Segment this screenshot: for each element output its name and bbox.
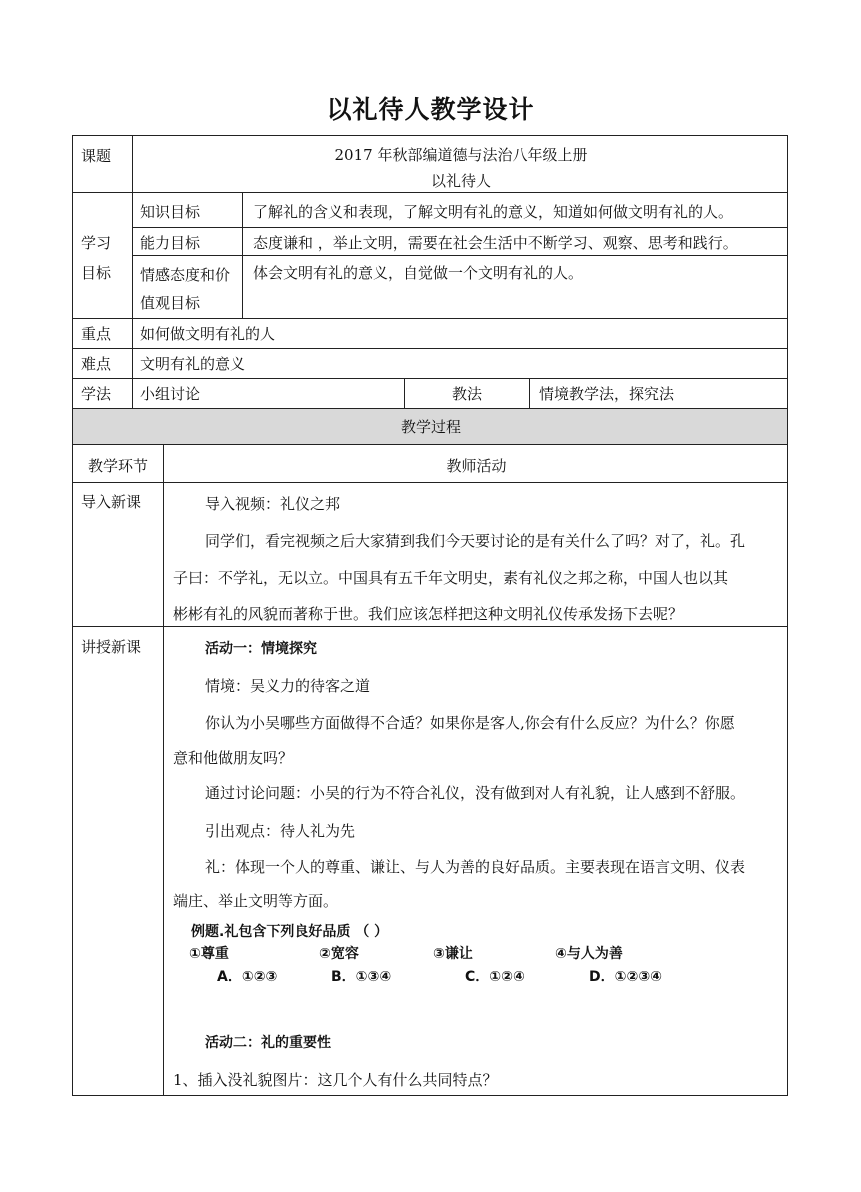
row-divider	[73, 626, 787, 627]
daoru-line: 导入视频：礼仪之邦	[205, 495, 341, 513]
example-question: 例题.礼包含下列良好品质 （ ）	[191, 924, 389, 940]
goal-content-emotion: 体会文明有礼的意义，自觉做一个文明有礼的人。	[253, 264, 584, 282]
jiangshou-line: 通过讨论问题：小吴的行为不符合礼仪，没有做到对人有礼貌，让人感到不舒服。	[205, 784, 746, 802]
jiangshou-line: 引出观点：待人礼为先	[205, 822, 356, 840]
example-item: ④与人为善	[555, 946, 623, 962]
jiaofa-value: 情境教学法，探究法	[539, 385, 675, 403]
example-option: C．①②④	[465, 969, 525, 985]
keti-line2: 以礼待人	[430, 172, 491, 190]
label-mubiao: 目标	[81, 264, 112, 282]
label-xuefa: 学法	[81, 385, 112, 403]
example-item: ②宽容	[319, 946, 359, 962]
daoru-line: 子曰：不学礼，无以立。中国具有五千年文明史，素有礼仪之邦之称，中国人也以其	[173, 569, 729, 587]
example-option: B．①③④	[331, 969, 392, 985]
example-option: D．①②③④	[589, 969, 663, 985]
row-divider	[73, 482, 787, 483]
column-divider	[529, 378, 530, 408]
column-divider	[242, 192, 243, 318]
label-huodong: 教师活动	[446, 457, 507, 475]
goal-name-ability: 能力目标	[140, 234, 201, 252]
daoru-line: 彬彬有礼的风貌而著称于世。我们应该怎样把这种文明礼仪传承发扬下去呢？	[173, 605, 684, 623]
row-divider	[73, 192, 787, 193]
stage-jiangshou: 讲授新课	[81, 638, 142, 656]
nandian-value: 文明有礼的意义	[140, 355, 246, 373]
jiangshou-line: 你认为小吴哪些方面做得不合适？如果你是客人,你会有什么反应？为什么？你愿	[205, 714, 735, 732]
goal-content-ability: 态度谦和 ，举止文明，需要在社会生活中不断学习、观察、思考和践行。	[253, 234, 738, 252]
label-nandian: 难点	[81, 355, 112, 373]
document-title: 以礼待人教学设计	[326, 95, 535, 124]
label-jiaofa: 教法	[451, 385, 482, 403]
label-keti: 课题	[81, 147, 112, 165]
goal-name-knowledge: 知识目标	[140, 203, 201, 221]
label-huanjie: 教学环节	[87, 457, 148, 475]
stage-daoru: 导入新课	[81, 493, 142, 511]
row-divider	[73, 318, 787, 319]
daoru-line: 同学们，看完视频之后大家猜到我们今天要讨论的是有关什么了吗？对了，礼。孔	[205, 532, 746, 550]
jiangshou-line: 情境：吴义力的待客之道	[205, 677, 371, 695]
xuefa-value: 小组讨论	[140, 385, 201, 403]
label-xuexi: 学习	[81, 234, 112, 252]
row-divider	[73, 348, 787, 349]
label-zhongdian: 重点	[81, 325, 112, 343]
zhongdian-value: 如何做文明有礼的人	[140, 325, 276, 343]
activity-one-heading: 活动一：情境探究	[205, 641, 317, 657]
keti-line1: 2017 年秋部编道德与法治八年级上册	[334, 146, 588, 164]
goal-name-emotion-line2: 值观目标	[140, 294, 201, 312]
row-divider	[73, 378, 787, 379]
row-divider	[133, 227, 787, 228]
example-item: ①尊重	[189, 946, 229, 962]
goal-content-knowledge: 了解礼的含义和表现，了解文明有礼的意义，知道如何做文明有礼的人。	[253, 203, 734, 221]
jiangshou-item1: 1、插入没礼貌图片：这几个人有什么共同特点？	[173, 1071, 498, 1089]
example-option: A．①②③	[217, 969, 278, 985]
jiangshou-line: 礼：体现一个人的尊重、谦让、与人为善的良好品质。主要表现在语言文明、仪表	[205, 858, 746, 876]
activity-two-heading: 活动二：礼的重要性	[205, 1035, 331, 1051]
jiangshou-line: 意和他做朋友吗？	[173, 749, 294, 767]
lesson-plan-table	[72, 135, 788, 1096]
example-item: ③谦让	[433, 946, 473, 962]
row-divider	[73, 408, 787, 409]
row-divider	[73, 444, 787, 445]
jiangshou-line: 端庄、举止文明等方面。	[173, 892, 339, 910]
goal-name-emotion-line1: 情感态度和价	[140, 266, 231, 284]
column-divider	[163, 444, 164, 1096]
row-divider	[133, 255, 787, 256]
process-header: 教学过程	[400, 418, 461, 436]
